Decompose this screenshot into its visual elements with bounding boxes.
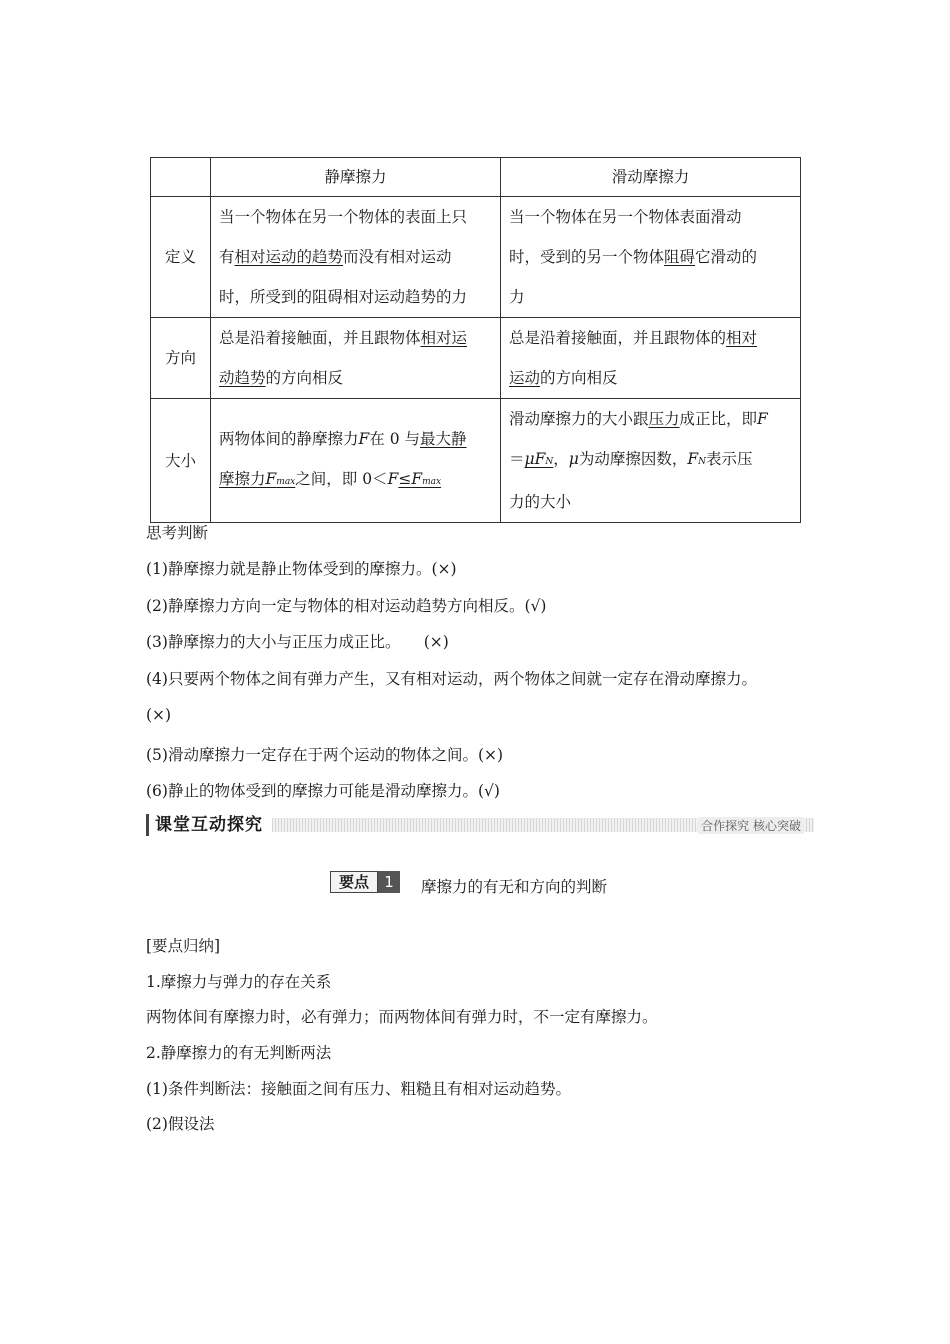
text-line [509, 318, 792, 358]
underlined-answer: 动趋势 [219, 369, 266, 387]
text-line [509, 237, 792, 277]
text-run: 的方向相反 [540, 369, 618, 387]
thinking-item-6: (6)静止的物体受到的摩擦力可能是滑动摩擦力。(√) [146, 782, 500, 800]
section-band-title: 课堂互动探究 [146, 814, 269, 836]
thinking-item-3: (3)静摩擦力的大小与正压力成正比。 (×) [146, 633, 449, 651]
text-run: 而没有相对运动 [343, 248, 452, 266]
underlined-answer: 阻碍 [664, 248, 696, 266]
underlined-answer: 最大静 [420, 430, 467, 448]
text-line [509, 358, 792, 398]
summary-line-5: (2)假设法 [146, 1115, 215, 1133]
symbol-F: F [757, 410, 768, 428]
text-line [509, 439, 792, 482]
definition-static-cell [211, 197, 501, 318]
text-run: 时，受到的另一个物体 [509, 248, 665, 266]
text-line: 当一个物体在另一个物体的表面上只 [219, 208, 468, 226]
symbol-F: F [687, 450, 699, 468]
direction-sliding-cell [501, 318, 801, 399]
symbol-F: F [265, 470, 277, 488]
thinking-item-4-answer: (×) [146, 706, 172, 724]
text-run: 的方向相反 [265, 369, 344, 387]
header-empty-cell [151, 158, 211, 197]
table-header-row [151, 158, 801, 197]
table-row-definition [151, 197, 801, 318]
symbol-F: F [358, 430, 370, 448]
magnitude-sliding-cell [501, 399, 801, 523]
text-run: 有 [219, 248, 235, 266]
key-point-title: 摩擦力的有无和方向的判断 [421, 878, 608, 896]
subscript: max [422, 477, 442, 487]
symbol-F: F [387, 470, 399, 488]
thinking-item-2: (2)静摩擦力方向一定与物体的相对运动趋势方向相反。(√) [146, 597, 547, 615]
text-run: 两物体间的静摩擦力 [219, 430, 359, 448]
thinking-item-4: (4)只要两个物体之间有弹力产生，又有相对运动，两个物体之间就一定存在滑动摩擦力。 [146, 670, 757, 688]
text-line: 时，所受到的阻碍相对运动趋势的力 [219, 288, 468, 306]
summary-line-1: 1.摩擦力与弹力的存在关系 [146, 973, 332, 991]
text-line [509, 399, 792, 439]
text-run: 它滑动的 [695, 248, 758, 266]
thinking-item-5: (5)滑动摩擦力一定存在于两个运动的物体之间。(×) [146, 746, 504, 764]
section-band-subtitle: 合作探究 核心突破 [698, 817, 804, 834]
magnitude-static-cell [211, 399, 501, 523]
thinking-title: 思考判断 [146, 524, 209, 542]
text-run: 在 0 与 [369, 430, 420, 448]
direction-static-cell [211, 318, 501, 399]
key-point-label: 要点 [330, 871, 378, 893]
underlined-answer: 相对运 [420, 329, 468, 347]
text-run: 总是沿着接触面，并且跟物体 [219, 329, 421, 347]
summary-heading: [要点归纳] [146, 937, 221, 955]
text-run: 滑动摩擦力的大小跟 [509, 410, 649, 428]
text-run: 表示压 [705, 450, 753, 468]
text-line [219, 318, 492, 358]
summary-line-4: (1)条件判断法：接触面之间有压力、粗糙且有相对运动趋势。 [146, 1080, 571, 1098]
row-label-direction: 方向 [151, 318, 211, 399]
friction-comparison-table [150, 157, 801, 523]
subscript: N [698, 457, 706, 467]
text-run: 之间，即 0＜ [295, 470, 388, 488]
text-run: ＝ [509, 450, 525, 468]
underlined-answer: 压力 [648, 410, 680, 428]
underlined-answer: 运动 [509, 369, 541, 387]
symbol-muF: μF [524, 450, 546, 468]
text-run: ， [553, 450, 569, 468]
header-static-friction: 静摩擦力 [211, 158, 501, 197]
table-row-magnitude [151, 399, 801, 523]
text-line [219, 237, 492, 277]
subscript: N [545, 457, 554, 467]
underlined-answer [525, 450, 554, 468]
underlined-answer: 相对 [726, 329, 758, 347]
summary-line-3: 2.静摩擦力的有无判断两法 [146, 1044, 332, 1062]
text-run: 为动摩擦因数， [578, 450, 688, 468]
row-label-magnitude: 大小 [151, 399, 211, 523]
text-line [219, 459, 492, 502]
row-label-definition: 定义 [151, 197, 211, 318]
text-run: 总是沿着接触面，并且跟物体的 [509, 329, 727, 347]
subscript: max [276, 477, 296, 487]
text-line [219, 358, 492, 398]
underlined-answer: 相对运动的趋势 [234, 248, 344, 266]
text-line: 力 [509, 288, 525, 306]
definition-sliding-cell [501, 197, 801, 318]
text-run: ≤ [398, 470, 412, 488]
section-band [146, 814, 814, 836]
header-sliding-friction: 滑动摩擦力 [501, 158, 801, 197]
underlined-answer [398, 470, 441, 488]
text-run: 摩擦力 [219, 470, 266, 488]
summary-line-2: 两物体间有摩擦力时，必有弹力；而两物体间有弹力时，不一定有摩擦力。 [146, 1008, 658, 1026]
text-line: 当一个物体在另一个物体表面滑动 [509, 208, 742, 226]
text-line [219, 419, 492, 459]
thinking-item-1: (1)静摩擦力就是静止物体受到的摩擦力。(×) [146, 560, 457, 578]
symbol-F: F [411, 470, 423, 488]
key-point-number: 1 [378, 871, 400, 893]
text-line: 力的大小 [509, 493, 572, 511]
text-run: 成正比，即 [679, 410, 758, 428]
symbol-mu: μ [568, 450, 579, 468]
underlined-answer [219, 470, 295, 488]
table-row-direction [151, 318, 801, 399]
